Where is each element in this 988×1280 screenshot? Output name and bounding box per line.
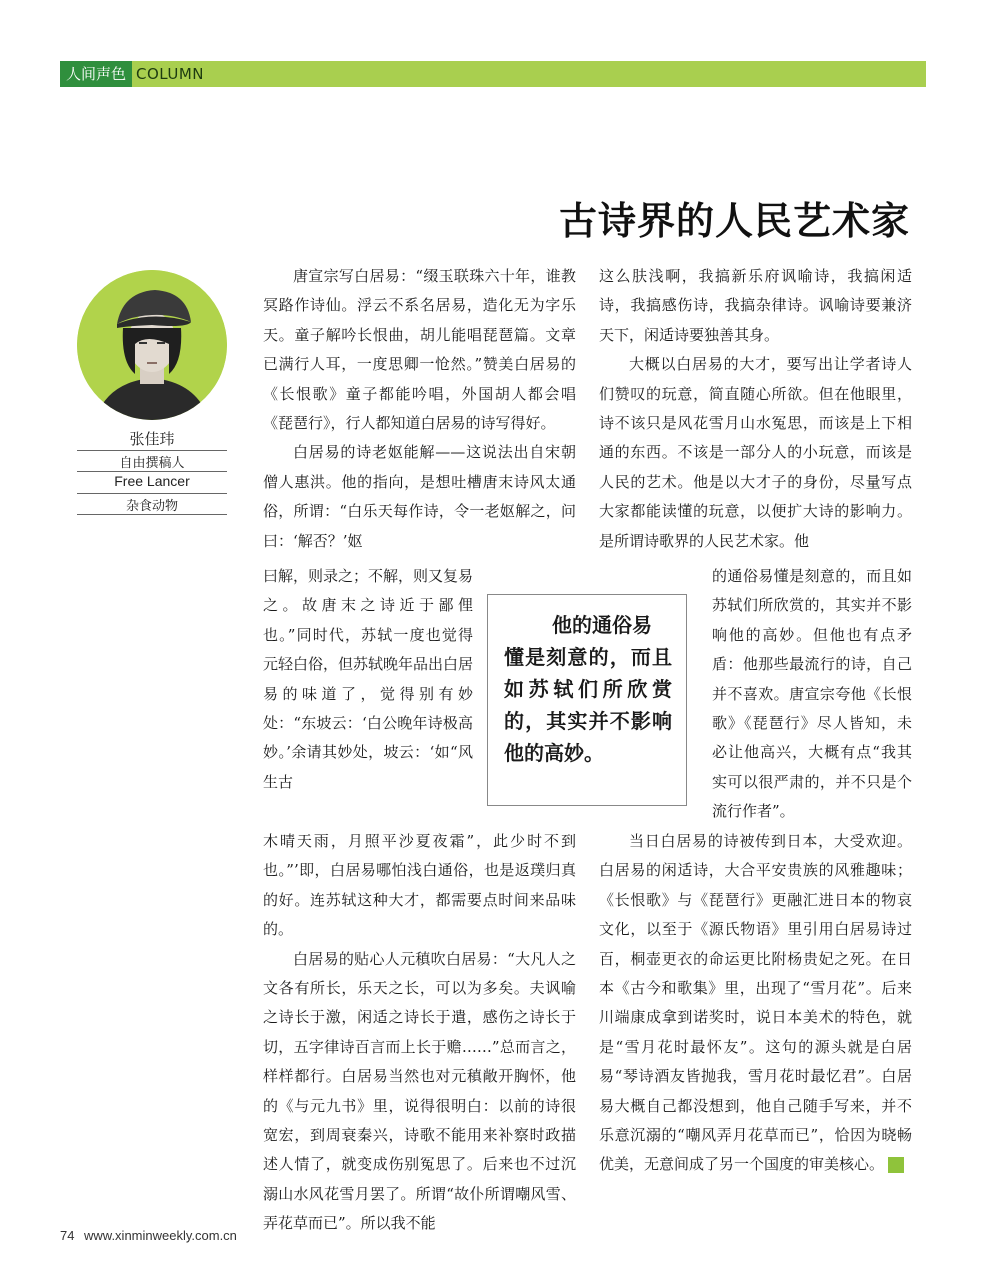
author-divider bbox=[77, 450, 227, 451]
author-tagline: 杂食动物 bbox=[125, 499, 178, 514]
paragraph: 木晴天雨，月照平沙夏夜霜”，此少时不到也。”’即，白居易哪怕浅白通俗，也是返璞归真的好。连苏轼这种大才，都需要点时间来品味的。 bbox=[263, 832, 576, 939]
header-bar bbox=[60, 61, 926, 87]
wrap-text-left: 曰解，则录之；不解，则又复易之。故唐末之诗近于鄙俚也。”同时代，苏轼一度也觉得元轻白俗，但苏轼晚年品出白居易的味道了，觉得别有妙处：“东坡云：‘白公晚年诗极高妙。’余请其妙处，坡云：‘如“风生古 bbox=[263, 567, 474, 791]
author-role-en: Free Lancer bbox=[114, 473, 190, 489]
article-title: 古诗界的人民艺术家 bbox=[558, 198, 910, 243]
author-name: 张佳玮 bbox=[129, 430, 175, 448]
pull-quote-first-line: 他的通俗易 bbox=[552, 613, 652, 637]
column-left-lower bbox=[263, 827, 576, 1239]
pull-quote-text bbox=[504, 609, 672, 769]
author-portrait bbox=[77, 270, 227, 420]
pull-quote bbox=[487, 594, 687, 806]
paragraph bbox=[599, 827, 930, 1180]
author-divider bbox=[77, 471, 227, 472]
wrap-text-right: 的通俗易懂是刻意的，而且如苏轼们所欣赏的，其实并不影响他的高妙。但他也有点矛盾：他那些最流行的诗，自己并不喜欢。唐宣宗夸他《长恨歌》《琵琶行》尽人皆知，未必让他高兴，大概有点“我其实可以很严肃的，并不只是个流行作者”。 bbox=[712, 567, 912, 821]
column-right-lower bbox=[599, 827, 930, 1180]
column-right-upper bbox=[599, 262, 912, 556]
paragraph: 这么肤浅啊，我搞新乐府讽喻诗，我搞闲适诗，我搞感伤诗，我搞杂律诗。讽喻诗要兼济天下，闲适诗要独善其身。 bbox=[599, 267, 912, 344]
author-divider bbox=[77, 493, 227, 494]
paragraph: 大概以白居易的大才，要写出让学者诗人们赞叹的玩意，简直随心所欲。但在他眼里，诗不该只是风花雪月山水冤思，而该是上下相通的东西。不该是一部分人的小玩意，而该是人民的艺术。他是以大才子的身份，尽量写点大家都能读懂的玩意，以便扩大诗的影响力。是所谓诗歌界的人民艺术家。他 bbox=[599, 355, 912, 550]
author-divider bbox=[77, 514, 227, 515]
paragraph-text: 当日白居易的诗被传到日本，大受欢迎。白居易的闲适诗，大合平安贵族的风雅趣味；《长恨歌》与《琵琶行》更融汇进日本的物哀文化，以至于《源氏物语》里引用白居易诗过百，桐壶更衣的命运更比附杨贵妃之死。在日本《古今和歌集》里，出现了“雪月花”。后来川端康成拿到诺奖时，说日本美术的特色，就是“雪月花时最怀友”。这句的源头就是白居易“琴诗酒友皆抛我，雪月花时最忆君”。白居易大概自己都没想到，他自己随手写来，并不乐意沉溺的“嘲风弄月花草而已”，恰因为晓畅优美，无意间成了另一个国度的审美核心。 bbox=[599, 832, 912, 1174]
author-role-cn: 自由撰稿人 bbox=[119, 456, 185, 471]
paragraph: 唐宣宗写白居易：“缀玉联珠六十年，谁教冥路作诗仙。浮云不系名居易，造化无为字乐天。童子解吟长恨曲，胡儿能唱琵琶篇。文章已满行人耳，一度思卿一怆然。”赞美白居易的《长恨歌》童子都能吟唱，外国胡人都会唱《琵琶行》，行人都知道白居易的诗写得好。 bbox=[263, 267, 576, 433]
site-url: www.xinminweekly.com.cn bbox=[84, 1228, 237, 1243]
end-mark-icon: 民 bbox=[888, 1157, 904, 1173]
column-left-upper bbox=[263, 262, 576, 556]
author-avatar bbox=[77, 270, 227, 420]
page-number: 74 bbox=[60, 1228, 75, 1243]
section-label: COLUMN bbox=[136, 65, 205, 83]
section-tag: 人间声色 bbox=[60, 61, 132, 87]
pull-quote-rest: 懂是刻意的，而且如苏轼们所欣赏的，其实并不影响他的高妙。 bbox=[504, 645, 672, 765]
paragraph: 白居易的诗老妪能解——这说法出自宋朝僧人惠洪。他的指向，是想吐槽唐末诗风太通俗，所谓：“白乐天每作诗，令一老妪解之，问曰：‘解否？’妪 bbox=[263, 443, 576, 550]
paragraph: 白居易的贴心人元稹吹白居易：“大凡人之文各有所长，乐天之长，可以为多矣。夫讽喻之诗长于激，闲适之诗长于遣，感伤之诗长于切，五字律诗百言而上长于赡……”总而言之，样样都行。白居易当然也对元稹敞开胸怀，他的《与元九书》里，说得很明白：以前的诗很宽宏，到周衰秦兴，诗歌不能用来补察时政描述人情了，就变成伤别冤思了。后来也不过沉溺山水风花雪月罢了。所谓“故仆所谓嘲风雪、弄花草而已”。所以我不能 bbox=[263, 949, 576, 1233]
